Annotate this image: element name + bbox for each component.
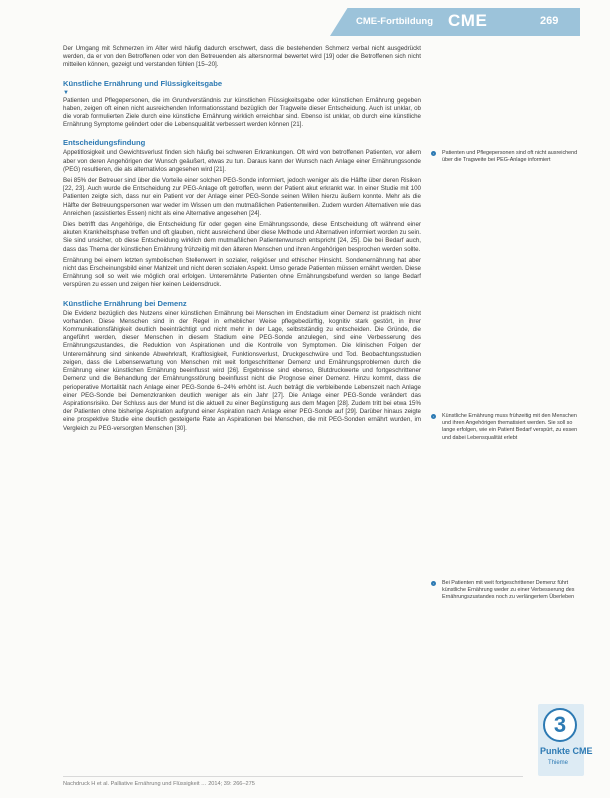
article-body	[63, 45, 421, 433]
note-bullet-icon: ◦	[432, 151, 435, 156]
note-bullet-icon: ◦	[432, 581, 435, 586]
intro-paragraph: Der Umgang mit Schmerzen im Alter wird häufig dadurch erschwert, dass die bestehenden Schmerz verbal nicht ausgedrückt werden, da er von den Betroffenen oder von den Betreuenden als altersnormal bewertet wird [19] oder die Betroffenen sich nicht mitteilen können, gezeigt und verstanden fühlen [15–20].	[63, 45, 421, 69]
section-heading-nutrition: Künstliche Ernährung und Flüssigkeitsgabe	[63, 78, 223, 88]
margin-note: ◦ Patienten und Pflegepersonen sind oft nicht ausreichend über die Tragweite bei PEG-Anlage informiert	[432, 150, 578, 164]
margin-note: ◦ Künstliche Ernährung muss frühzeitig mit den Menschen und ihren Angehörigen thematisiert werden. Sie soll so lange erfolgen, wie ein Patient Bedarf verspürt, zu essen und dabei Lebensqualität erlebt	[432, 413, 578, 441]
body-paragraph: Bei 85% der Betreuer sind über die Vorteile einer solchen PEG-Sonde informiert, jedoch weniger als die Hälfte über deren Risiken [22, 23]. Auch wurde die Entscheidung zur PEG-Anlage oft getroffen, wenn der Patient akut erkrankt war. In einer Studie mit 100 Patienten zeigte sich, dass nur ein Patient vor der Anlage einer PEG-Sonde seinen Willen hierzu äußern konnte. Mehr als die Hälfte der Betreuungspersonen war weder im Wissen um den mutmaßlichen Patientenwillen. Zudem wurden Alternativen wie das Anreichen (assistiertes Essen) nicht als eine Alternative angesehen [24].	[63, 177, 421, 217]
margin-note: ◦ Bei Patienten mit weit fortgeschrittener Demenz führt künstliche Ernährung weder zu einer Verbesserung des Ernährungszustandes noch zu verlängertem Überleben	[432, 580, 575, 601]
section-heading-dementia: Künstliche Ernährung bei Demenz	[63, 298, 187, 308]
body-paragraph: Die Evidenz bezüglich des Nutzens einer künstlichen Ernährung bei Menschen im Endstadium einer Demenz ist praktisch nicht vorhanden. Diese Menschen sind in der Regel in erheblicher Weise pflegebedürftig, kognitiv stark gestört, in ihrer Kommunikationsfähigkeit deutlich beeinträchtigt und nicht mehr in der Lage, selbstständig zu entscheiden. Die Gründe, die angeführt werden, dieser Menschen in diesem Stadium eine PEG-Sonde anzulegen, sind eine Verbesserung des Ernährungszustandes, die Reduktion von Aspirationen und die Kontrolle von Symptomen. Die klinischen Folgen der Unterernährung sind sinkende Abwehrkraft, Kraftlosigkeit, Funktionsverlust, Druckgeschwüre und Tod. Beobachtungsstudien zeigen, dass die Lebenserwartung von Menschen mit weit fortgeschrittener Demenz und Ernährungsproblemen durch die Ernährung einer künstlichen Ernährung beeinflusst wird [26]. Ergebnisse sind ebenso, Blutdruckwerte und fortgeschrittener Demenz und die Behandlung der Ernährungsstörung beeinflusst nicht die Prognose einer Demenz. Hinzu kommt, dass die perioperative Mortalität nach Anlage einer PEG-Sonde 6–24% erhöht ist. Auch beträgt die verbleibende Lebenszeit nach Anlage einer PEG-Sonde bei Demenzkranken deutlich weniger als ein Jahr [27]. Die Anlage einer PEG-Sonde verändert das Aspirationsrisiko. Der Schluss aus der Mund ist die aktuell zu einer Begünstigung aus dem Magen [28]. Zudem tritt bei etwa 15% der Patienten ohne bisherige Aspiration aufgrund einer Aspiration nach Anlage einer PEG-Sonde auf [29]. Darüber hinaus zeigte eine prospektive Studie eine deutlich gesteigerte Rate an Aspirationen bei Menschen, die mit PEG-Sonden ernährt wurden, im Vergleich zu PEG-versorgten Menschen [30].	[63, 309, 421, 432]
points-number: 3	[543, 708, 577, 742]
body-paragraph: Dies betrifft das Angehörige, die Entscheidung für oder gegen eine Ernährungssonde, diese Entscheidung oft während einer akuten Krankheitsphase treffen und oft glauben, nicht ausreichend über diese Methode und Alternativen informiert worden zu sein. Sie sind unsicher, ob diese Entscheidung wirklich dem mutmaßlichen Patientenwunsch entspricht [24, 25]. Die bei Bedarf auch, dass das Thema der künstlichen Ernährung frühzeitig mit den älteren Menschen und ihren Angehörigen besprochen werden sollte.	[63, 221, 421, 253]
note-bullet-icon: ◦	[432, 414, 435, 419]
arrow-icon: ▼	[63, 89, 69, 96]
points-label: Punkte CME	[540, 746, 593, 756]
brand-label: Thieme	[548, 760, 569, 766]
section-heading-decision: Entscheidungsfindung	[63, 138, 146, 148]
body-paragraph: Appetitlosigkeit und Gewichtsverlust finden sich häufig bei schweren Erkrankungen. Oft wird von betroffenen Patienten, vor allem aber von deren Angehörigen der Wunsch geäußert, etwas zu tun. Daraus kann der Wunsch nach Anlage einer Ernährungssonde (PEG) resultieren, die als alternativlos angesehen wird [21].	[63, 149, 421, 173]
cme-logo: CME	[448, 11, 488, 30]
body-paragraph: Patienten und Pflegepersonen, die im Grundverständnis zur künstlichen Flüssigkeitsgabe oder künstlichen Ernährung gegeben haben, zeigen oft einen nicht ausreichenden Informationsstand bezüglich der Tragweite dieser Entscheidung. Auch ist unklar, ob die vorab formulierten Ziele durch eine künstliche Ernährung wirklich erreichbar sind. Ebenso ist unklar, ob durch eine künstliche Ernährung Symptome gelindert oder die Lebensqualität verbessert werden können [21].	[63, 96, 421, 129]
citation-footer: Nachdruck H et al. Palliative Ernährung und Flüssigkeit … 2014; 39: 266–275	[63, 781, 255, 787]
footer-divider	[63, 776, 523, 777]
page-number: 269	[540, 15, 559, 27]
header-section-title: CME-Fortbildung	[356, 16, 434, 27]
body-paragraph: Ernährung bei einem letzten symbolischen Stellenwert in sozialer, religiöser und ethischer Hinsicht. Sondenernährung hat aber nicht das Erscheinungsbild einer Mahlzeit und nicht deren sozialen Aspekt. Umso gerade Patienten müssen ernährt werden. Diese Ernährung soll so weit wie möglich oral erfolgen. Unterernährte Patienten ohne Ernährungsbefund werden so lange Bedarf verspüren zu essen und zeigen hier keinen Leidensdruck.	[63, 256, 421, 289]
